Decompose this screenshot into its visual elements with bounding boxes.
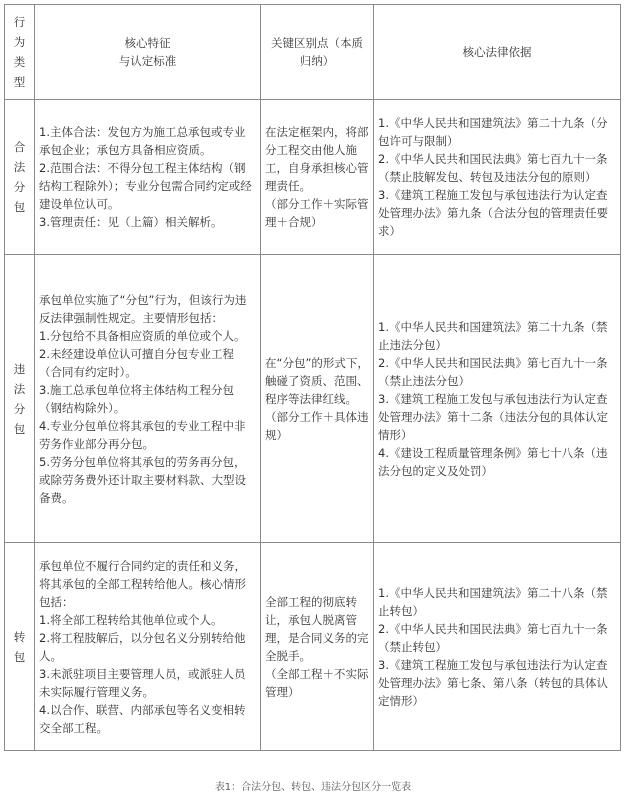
- type-char: 包: [13, 421, 26, 436]
- type-char: 分: [13, 401, 26, 416]
- law-item: 3.《建筑工程施工发包与承包违法行为认定查处管理办法》第九条（合法分包的管理责任要求）: [378, 188, 608, 238]
- key-summary: 在“分包”的形式下，触碰了资质、范围、程序等法律红线。: [265, 355, 369, 406]
- law-item: 1.《中华人民共和国建筑法》第二十九条（禁止违法分包）: [378, 319, 608, 352]
- type-char: 包: [13, 200, 26, 214]
- feature-item: 4.专业分包单位将其承包的专业工程中非劳务作业部分再分包。: [39, 418, 246, 451]
- type-char: 型: [13, 75, 26, 89]
- row-key-cell: [261, 255, 374, 543]
- feature-item: 2.未经建设单位认可擅自分包专业工程（合同有约定时）。: [39, 346, 234, 379]
- feature-item: 2.将工程肢解后，以分包名义分别转给他人。: [39, 630, 246, 663]
- feature-item: 3.未派驻项目主要管理人员，或派驻人员未实际履行管理义务。: [39, 666, 246, 699]
- law-item: 1.《中华人民共和国建筑法》第二十八条（禁止转包）: [378, 585, 608, 618]
- row-type-cell: [5, 100, 35, 255]
- header-feature-line-2: 与认定标准: [118, 54, 177, 68]
- comparison-table: [4, 4, 621, 751]
- row-law-cell: [374, 255, 621, 543]
- law-item: 3.《建筑工程施工发包与承包违法行为认定查处管理办法》第十二条（违法分包的具体认定情形）: [378, 391, 608, 442]
- table-caption: 表1：合法分包、转包、违法分包区分一览表: [214, 782, 412, 793]
- row-features-cell: [35, 100, 261, 255]
- table-row-legal-subcontract: [5, 100, 621, 255]
- type-char: 合: [13, 140, 26, 154]
- law-item: 2.《中华人民共和国民法典》第七百九十一条（禁止转包）: [378, 621, 608, 654]
- row-law-cell: [374, 543, 621, 751]
- law-item: 4.《建设工程质量管理条例》第七十八条（违法分包的定义及处罚）: [378, 445, 608, 478]
- type-char: 法: [13, 160, 26, 174]
- feature-item: 承包单位实施了“分包”行为，但该行为违反法律强制性规定。主要情形包括：: [39, 292, 247, 325]
- table-row-transfer-contract: [5, 543, 621, 751]
- header-key: [261, 5, 374, 100]
- feature-item: 2.范围合法：不得分包工程主体结构（钢结构工程除外）；专业分包需合同约定或经建设单位认可。: [39, 161, 252, 211]
- type-char: 行: [13, 15, 26, 29]
- key-formula: （部分工作＋实际管理＋合规）: [265, 197, 369, 229]
- type-char: 类: [13, 55, 26, 69]
- table-row-illegal-subcontract: [5, 255, 621, 543]
- key-formula: （部分工作＋具体违规）: [265, 409, 369, 442]
- type-char: 分: [13, 180, 26, 194]
- key-formula: （全部工程＋不实际管理）: [265, 666, 369, 699]
- law-item: 3.《建筑工程施工发包与承包违法行为认定查处管理办法》第七条、第八条（转包的具体认定情形）: [378, 657, 608, 708]
- feature-item: 1.主体合法：发包方为施工总承包或专业承包企业；承包方具备相应资质。: [39, 125, 246, 157]
- header-feature: [35, 5, 261, 100]
- header-key-line-1: 关键区别点（本质: [271, 36, 363, 50]
- feature-item: 承包单位不履行合同约定的责任和义务，将其承包的全部工程转给他人。核心情形包括：: [39, 558, 246, 609]
- row-features-cell: [35, 543, 261, 751]
- key-summary: 在法定框架内，将部分工程交由他人施工，自身承担核心管理责任。: [265, 125, 369, 193]
- feature-item: 1.分包给不具备相应资质的单位或个人。: [39, 328, 246, 343]
- header-law: 核心法律依据: [374, 5, 621, 100]
- key-summary: 全部工程的彻底转让，承包人脱离管理，是合同义务的完全脱手。: [265, 594, 369, 663]
- feature-item: 3.管理责任：见（上篇）相关解析。: [39, 215, 223, 229]
- type-char: 转: [13, 629, 26, 644]
- type-char: 违: [13, 361, 26, 376]
- type-char: 包: [13, 649, 26, 664]
- table-header-row: [5, 5, 621, 100]
- feature-item: 5.劳务分包单位将其承包的劳务再分包，或除劳务费外还计取主要材料款、大型设备费。: [39, 454, 246, 505]
- row-features-cell: [35, 255, 261, 543]
- row-law-cell: [374, 100, 621, 255]
- header-key-line-2: 归纳）: [299, 54, 335, 68]
- row-key-cell: [261, 100, 374, 255]
- row-type-cell: [5, 255, 35, 543]
- feature-item: 1.将全部工程转给其他单位或个人。: [39, 612, 223, 627]
- feature-item: 4.以合作、联营、内部承包等名义变相转交全部工程。: [39, 702, 246, 735]
- feature-item: 3.施工总承包单位将主体结构工程分包（钢结构除外）。: [39, 382, 234, 415]
- law-item: 2.《中华人民共和国民法典》第七百九十一条（禁止肢解发包、转包及违法分包的原则）: [378, 152, 608, 184]
- row-type-cell: [5, 543, 35, 751]
- header-type: [5, 5, 35, 100]
- header-feature-line-1: 核心特征: [124, 36, 171, 50]
- type-char: 法: [13, 381, 26, 396]
- row-key-cell: [261, 543, 374, 751]
- law-item: 2.《中华人民共和国民法典》第七百九十一条（禁止违法分包）: [378, 355, 608, 388]
- type-char: 为: [13, 35, 26, 49]
- law-item: 1.《中华人民共和国建筑法》第二十九条（分包许可与限制）: [378, 116, 608, 148]
